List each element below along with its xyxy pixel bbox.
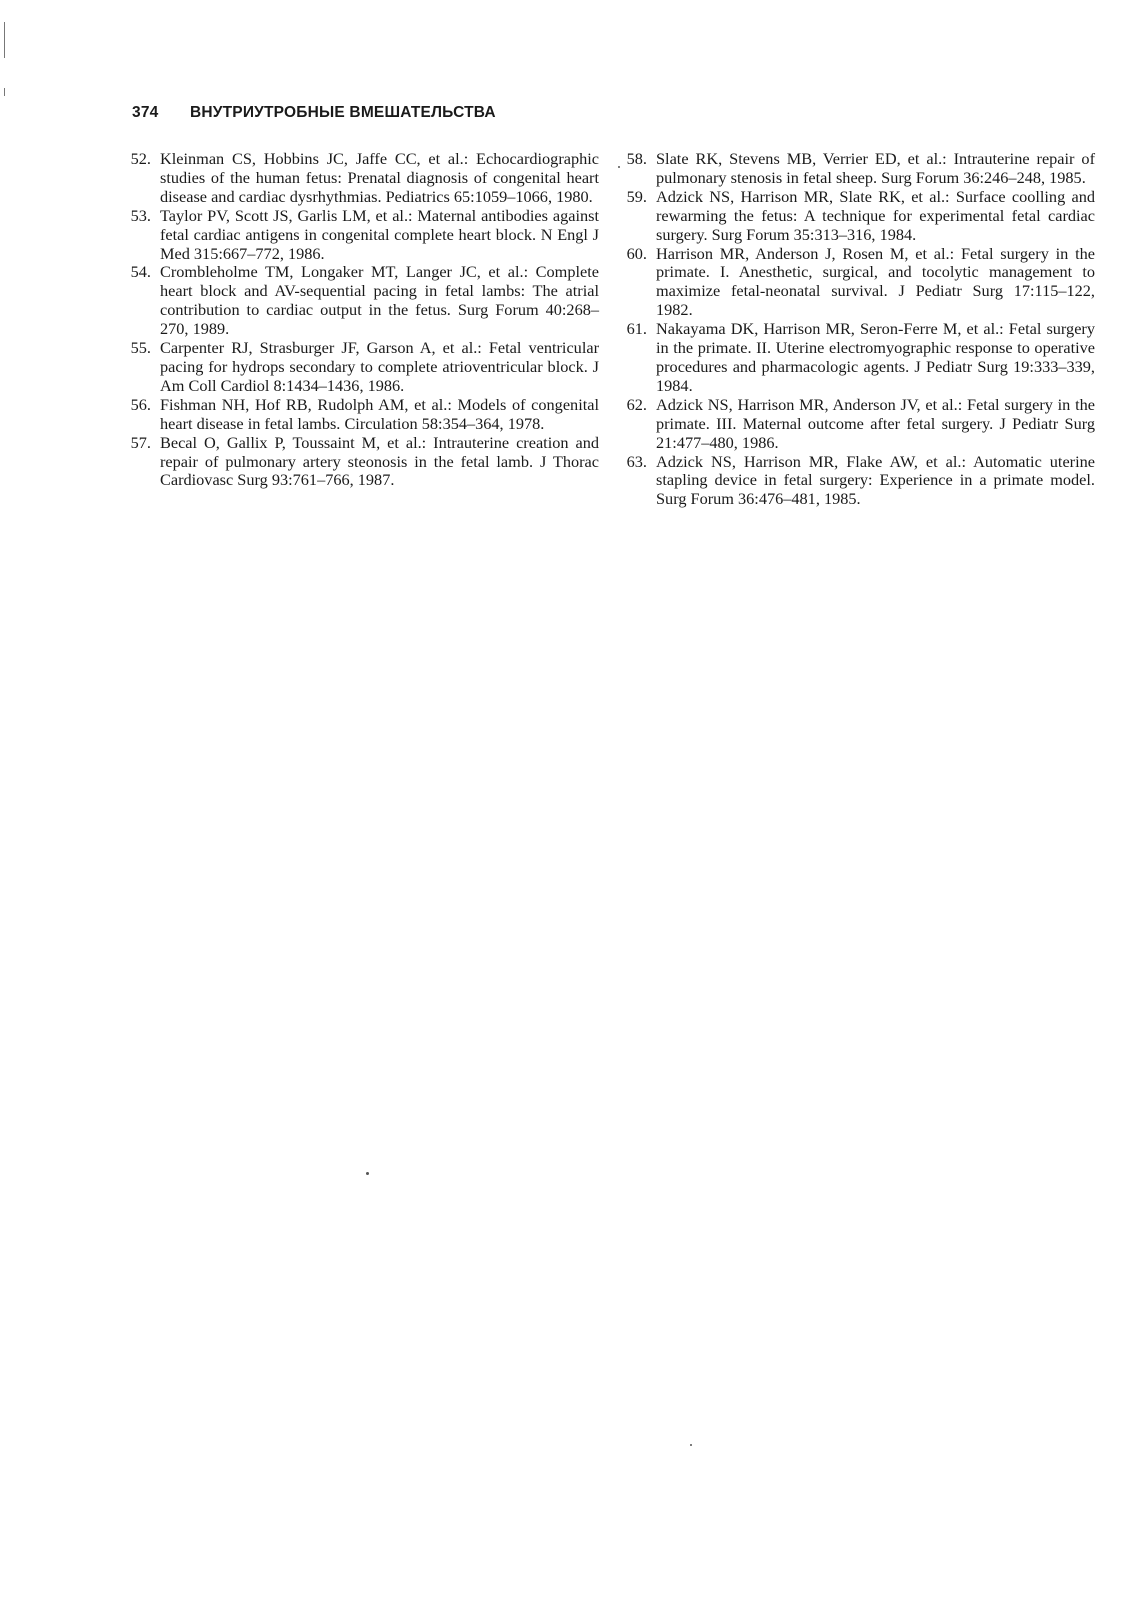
reference-entry	[620, 245, 1095, 321]
reference-text: Adzick NS, Harrison MR, Flake AW, et al.: Automatic uterine stapling device in fetal surgery: Experience in a primate model. Surg Forum 36:476–481, 1985.	[656, 451, 1095, 509]
reference-text: Adzick NS, Harrison MR, Anderson JV, et al.: Fetal surgery in the primate. III. Maternal outcome after fetal surgery. J Pediatr Surg 21:477–480, 1986.	[656, 394, 1095, 452]
reference-entry	[620, 320, 1095, 396]
scan-edge-mark	[4, 22, 5, 58]
reference-entry	[620, 150, 1095, 188]
running-title: ВНУТРИУТРОБНЫЕ ВМЕШАТЕЛЬСТВА	[190, 104, 496, 121]
reference-number: 61.	[626, 319, 647, 339]
reference-text: Nakayama DK, Harrison MR, Seron-Ferre M, et al.: Fetal surgery in the primate. II. Uterine electromyographic response to operative procedures and pharmacologic agents. J Pediatr Surg 19:333–339, 1984.	[656, 319, 1095, 395]
reference-text: Becal O, Gallix P, Toussaint M, et al.: Intrauterine creation and repair of pulmonary artery steonosis in the fetal lamb. J Thorac Cardiovasc Surg 93:761–766, 1987.	[160, 432, 599, 490]
reference-text: Kleinman CS, Hobbins JC, Jaffe CC, et al.: Echocardiographic studies of the human fetus: Prenatal diagnosis of congenital heart disease and cardiac dysrhythmias. Pediatrics 65:1059–1066, 1980.	[160, 149, 599, 206]
reference-entry	[620, 453, 1095, 510]
reference-text: Adzick NS, Harrison MR, Slate RK, et al.: Surface coolling and rewarming the fetus: A technique for experimental fetal cardiac surgery. Surg Forum 35:313–316, 1984.	[656, 186, 1095, 244]
reference-number: 58.	[626, 149, 647, 168]
reference-text: Crombleholme TM, Longaker MT, Langer JC, et al.: Complete heart block and AV-sequential pacing in fetal lambs: The atrial contribution to cardiac output in the fetus. Surg Forum 40:268–270, 1989.	[160, 262, 599, 339]
reference-text: Fishman NH, Hof RB, Rudolph AM, et al.: Models of congenital heart disease in fetal lambs. Circulation 58:354–364, 1978.	[160, 394, 599, 433]
reference-entry	[124, 339, 599, 396]
references-left-column	[124, 150, 599, 490]
reference-number: 54.	[130, 262, 151, 282]
reference-number: 52.	[130, 149, 151, 168]
reference-number: 57.	[130, 432, 151, 452]
reference-text: Harrison MR, Anderson J, Rosen M, et al.: Fetal surgery in the primate. I. Anesthetic, surgical, and tocolytic management to maximize fetal-neonatal survival. J Pediatr Surg 17:115–122, 1982.	[656, 243, 1095, 320]
reference-entry	[124, 150, 599, 207]
references-right-column	[620, 150, 1095, 509]
reference-number: 60.	[626, 243, 647, 263]
reference-entry	[124, 207, 599, 264]
reference-text: Taylor PV, Scott JS, Garlis LM, et al.: Maternal antibodies against fetal cardiac antigens in congenital complete heart block. N Engl J Med 315:667–772, 1986.	[160, 205, 599, 263]
reference-entry	[124, 263, 599, 339]
reference-number: 62.	[626, 394, 647, 414]
scan-speck	[366, 1172, 369, 1175]
reference-entry	[124, 396, 599, 434]
scan-speck	[690, 1444, 692, 1446]
reference-number: 55.	[130, 338, 151, 358]
reference-entry	[124, 434, 599, 491]
reference-entry	[620, 188, 1095, 245]
reference-number: 59.	[626, 186, 647, 206]
reference-entry	[620, 396, 1095, 453]
scan-speck	[618, 166, 620, 168]
reference-number: 56.	[130, 394, 151, 414]
reference-number: 53.	[130, 205, 151, 225]
scan-edge-mark	[4, 88, 5, 96]
reference-text: Slate RK, Stevens MB, Verrier ED, et al.: Intrauterine repair of pulmonary stenosis in fetal sheep. Surg Forum 36:246–248, 1985.	[656, 149, 1095, 187]
reference-text: Carpenter RJ, Strasburger JF, Garson A, et al.: Fetal ventricular pacing for hydrops secondary to complete atrioventricular block. J Am Coll Cardiol 8:1434–1436, 1986.	[160, 338, 599, 395]
page-number: 374	[132, 104, 159, 121]
reference-number: 63.	[626, 451, 647, 471]
running-head	[132, 104, 496, 122]
